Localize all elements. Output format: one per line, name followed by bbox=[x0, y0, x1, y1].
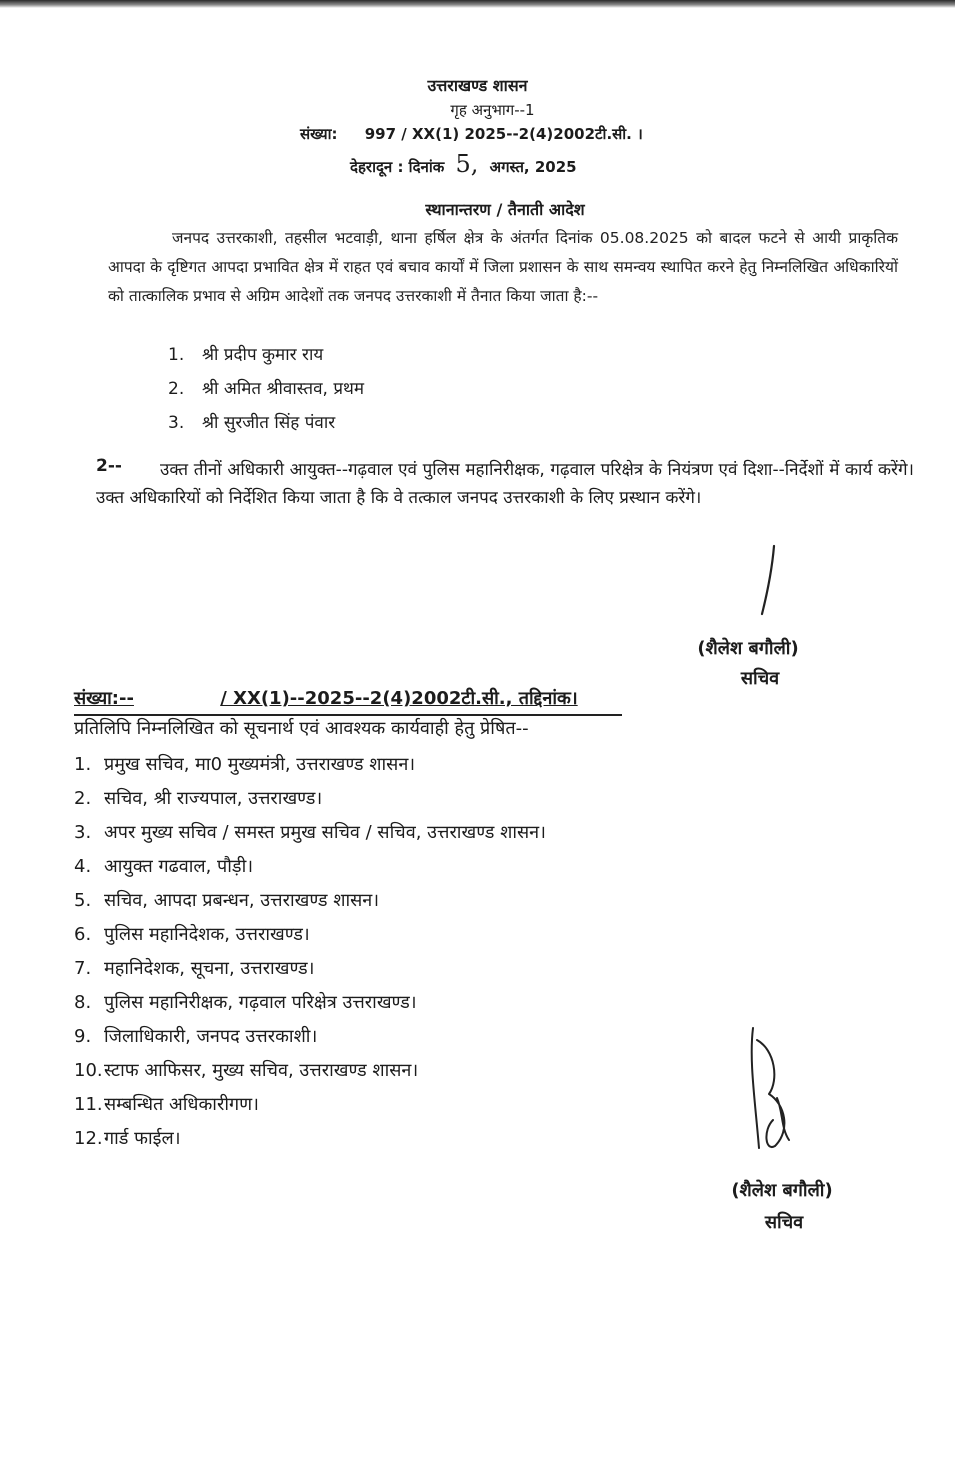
government-heading: उत्तराखण्ड शासन bbox=[427, 76, 528, 95]
list-item: 12.गार्ड फाईल। bbox=[74, 1128, 181, 1149]
list-item: 8. पुलिस महानिरीक्षक, गढ़वाल परिक्षेत्र उत्तराखण्ड। bbox=[74, 992, 417, 1013]
list-item: 5. सचिव, आपदा प्रबन्धन, उत्तराखण्ड शासन। bbox=[74, 890, 380, 911]
section-heading: गृह अनुभाग--1 bbox=[450, 101, 535, 119]
list-item: 2. श्री अमित श्रीवास्तव, प्रथम bbox=[168, 379, 365, 399]
order-title: स्थानान्तरण / तैनाती आदेश bbox=[425, 200, 585, 219]
paragraph-2-number: 2-- bbox=[96, 456, 122, 476]
list-item: 1. श्री प्रदीप कुमार राय bbox=[168, 345, 324, 365]
recipient-list bbox=[74, 748, 546, 1156]
signatory-1-name: (शैलेश बगौली) bbox=[697, 638, 799, 659]
copy-number bbox=[74, 686, 578, 710]
date-month-year: अगस्त, 2025 bbox=[489, 158, 577, 176]
list-item: 9. जिलाधिकारी, जनपद उत्तरकाशी। bbox=[74, 1026, 318, 1047]
list-item: 3. अपर मुख्य सचिव / समस्त प्रमुख सचिव / सचिव, उत्तराखण्ड शासन। bbox=[74, 822, 546, 843]
order-number bbox=[300, 124, 643, 144]
list-item: 1. प्रमुख सचिव, मा0 मुख्यमंत्री, उत्तराखण्ड शासन। bbox=[74, 754, 416, 775]
signatory-2-name: (शैलेश बगौली) bbox=[731, 1180, 833, 1201]
signature-mark-1 bbox=[750, 540, 790, 620]
list-item: 4. आयुक्त गढवाल, पौड़ी। bbox=[74, 856, 254, 877]
list-item: 10.स्टाफ आफिसर, मुख्य सचिव, उत्तराखण्ड शासन। bbox=[74, 1060, 419, 1081]
signature-mark-2 bbox=[735, 1020, 805, 1160]
scan-top-edge bbox=[0, 0, 955, 8]
copy-intro: प्रतिलिपि निम्नलिखित को सूचनार्थ एवं आवश्यक कार्यवाही हेतु प्रेषित-- bbox=[74, 718, 529, 739]
order-date bbox=[350, 150, 577, 178]
list-item: 3. श्री सुरजीत सिंह पंवार bbox=[168, 413, 336, 433]
list-item: 6. पुलिस महानिदेशक, उत्तराखण्ड। bbox=[74, 924, 310, 945]
list-item: 11.सम्बन्धित अधिकारीगण। bbox=[74, 1094, 259, 1115]
order-number-value: 997 / XX(1) 2025--2(4)2002टी.सी. । bbox=[364, 125, 643, 143]
signatory-1-title: सचिव bbox=[740, 668, 780, 689]
order-number-label: संख्या: bbox=[300, 125, 338, 143]
signatory-2-title: सचिव bbox=[764, 1212, 804, 1233]
date-place-label: देहरादून : दिनांक bbox=[350, 158, 445, 176]
copy-number-label: संख्या:-- bbox=[74, 688, 134, 709]
list-item: 2. सचिव, श्री राज्यपाल, उत्तराखण्ड। bbox=[74, 788, 323, 809]
order-paragraph-1: जनपद उत्तरकाशी, तहसील भटवाड़ी, थाना हर्षिल क्षेत्र के अंतर्गत दिनांक 05.08.2025 को बादल फटने से आयी प्राकृतिक आपदा के दृष्टिगत आपदा प्रभावित क्षेत्र में राहत एवं बचाव कार्यों में जिला प्रशासन के साथ समन्वय स्थापित करने हेतु निम्नलिखित अधिकारियों को तात्कालिक प्रभाव से अग्रिम आदेशों तक जनपद उत्तरकाशी में तैनात किया जाता है:-- bbox=[108, 229, 898, 305]
officer-list bbox=[168, 340, 364, 442]
order-paragraph-2: उक्त तीनों अधिकारी आयुक्त--गढ़वाल एवं पुलिस महानिरीक्षक, गढ़वाल परिक्षेत्र के नियंत्रण एवं दिशा--निर्देशों में कार्य करेंगे। उक्त अधिकारियों को निर्देशित किया जाता है कि वे तत्काल जनपद उत्तरकाशी के लिए प्रस्थान करेंगे। bbox=[96, 460, 914, 508]
date-day-handwritten: 5, bbox=[455, 150, 479, 178]
list-item: 7. महानिदेशक, सूचना, उत्तराखण्ड। bbox=[74, 958, 315, 979]
copy-number-value: / XX(1)--2025--2(4)2002टी.सी., तद्दिनांक। bbox=[220, 688, 578, 709]
